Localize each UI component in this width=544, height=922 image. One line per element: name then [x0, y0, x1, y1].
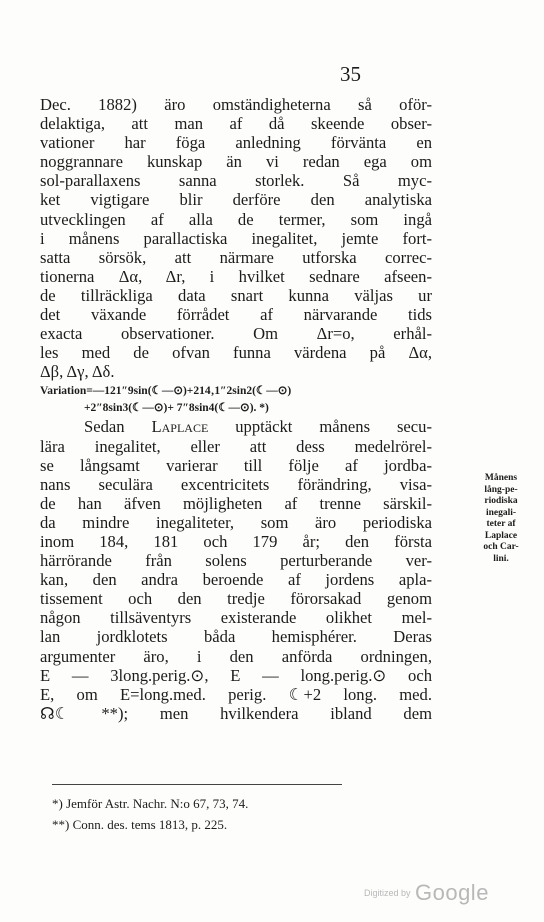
text-line: [40, 608, 432, 627]
text-line: [40, 627, 432, 646]
body-paragraph-1: [40, 95, 432, 381]
text-segment: lan jordklotets båda hemisphérer. Deras: [40, 627, 432, 647]
text-segment: se långsamt varierar till följe af jordba-: [40, 455, 432, 475]
formula-line-1: Variation=—121″9sin(☾—⊙)+214‚1″2sin2(☾—⊙): [40, 385, 292, 398]
text-line: [40, 589, 432, 608]
text-line: vationer har föga anledning förvänta en: [40, 133, 432, 153]
text-line: [40, 570, 432, 589]
text-segment: nans seculära excentricitets förändring, visa-: [40, 474, 432, 494]
text-line: exacta observationer. Om Δr=o, erhål-: [40, 324, 432, 344]
text-segment: härrörande från solens perturberande ver-: [40, 551, 432, 571]
text-line: [40, 647, 432, 666]
text-line: [40, 437, 432, 456]
text-segment: lära inegalitet, eller att dess medelrörel-: [40, 436, 432, 456]
text-segment: någon tillsäventyrs existerande olikhet mel-: [40, 608, 432, 628]
body-paragraph-2: [40, 417, 432, 723]
text-line: sol-parallaxens sanna storlek. Så myc-: [40, 171, 432, 191]
text-line: [40, 456, 432, 475]
text-line: noggrannare kunskap än vi redan ega om: [40, 152, 432, 172]
text-line: [40, 475, 432, 494]
page-number: 35: [340, 62, 361, 86]
text-line: tionerna Δα, Δr, i hvilket sednare afseen-: [40, 266, 432, 286]
margin-note-line: Laplace: [484, 530, 518, 541]
margin-note-line: riodiska: [484, 496, 518, 506]
margin-note-line: lång-pe-: [484, 484, 518, 495]
text-line: [40, 494, 432, 513]
text-line: i månens parallactiska inegalitet, jemte fort-: [40, 228, 432, 248]
text-segment: ☊☾ **); men hvilkendera ibland dem: [40, 703, 432, 723]
text-line: [40, 532, 432, 551]
footnotes: [52, 793, 432, 835]
margin-note-line: teter af: [486, 519, 516, 529]
text-segment: inom 184, 181 och 179 år; den första: [40, 531, 432, 551]
text-line: de tillräckliga data snart kunna väljas ur: [40, 285, 432, 305]
margin-note: [467, 473, 535, 565]
margin-note-line: Månens: [484, 473, 518, 483]
text-line: [40, 417, 432, 436]
variation-formula: [40, 383, 432, 417]
text-line: det växande förrådet af närvarande tids: [40, 305, 432, 325]
main-text: [40, 95, 432, 723]
footnote-1: *) Jemför Astr. Nachr. N:o 67, 73, 74.: [52, 796, 249, 811]
author-name: Laplace: [151, 417, 209, 437]
footnote-2: **) Conn. des. tems 1813, p. 225.: [52, 817, 228, 832]
text-line: Dec. 1882) äro omständigheterna så oför-: [40, 95, 432, 114]
text-line: [40, 685, 432, 704]
margin-note-line: och Car-: [483, 542, 519, 552]
text-segment: de han äfven möjligheten af trenne särskil-: [40, 493, 432, 513]
text-line: utvecklingen af alla de termer, som ingå: [40, 209, 432, 229]
formula-line-2: +2″8sin3(☾—⊙)+ 7″8sin4(☾—⊙). *): [84, 402, 269, 415]
text-segment: tissement och den tredje förorsakad genom: [40, 589, 432, 609]
text-line: Δβ, Δγ, Δδ.: [40, 362, 115, 382]
footnote-rule: [52, 784, 342, 785]
text-line: [40, 666, 432, 685]
text-segment: argumenter äro, i den anförda ordningen,: [40, 646, 432, 666]
margin-note-line: inegali-: [485, 507, 517, 518]
text-line: [40, 551, 432, 570]
text-segment: upptäckt månens secu-: [208, 417, 432, 437]
text-segment: E, om E=long.med. perig. ☾+2 long. med.: [40, 684, 432, 704]
text-segment: E — 3long.perig.⊙, E — long.perig.⊙ och: [40, 665, 432, 685]
text-line: [40, 704, 432, 723]
text-segment: da mindre inegaliteter, som äro periodiska: [40, 512, 432, 532]
text-line: delaktiga, att man af då skeende obser-: [40, 114, 432, 134]
text-line: [40, 513, 432, 532]
text-line: ket vigtigare blir derföre den analytiska: [40, 190, 432, 210]
text-line: satta sörsök, att närmare utforska correc-: [40, 247, 432, 267]
margin-note-line: lini.: [493, 553, 509, 564]
text-segment: Sedan: [84, 417, 152, 437]
text-segment: kan, den andra beroende af jordens apla-: [40, 570, 432, 590]
digitized-watermark: [364, 880, 489, 906]
text-line: les med de ofvan funna värdena på Δα,: [40, 343, 432, 363]
watermark-prefix: Digitized by: [364, 888, 411, 898]
google-logo: Google: [414, 880, 489, 905]
